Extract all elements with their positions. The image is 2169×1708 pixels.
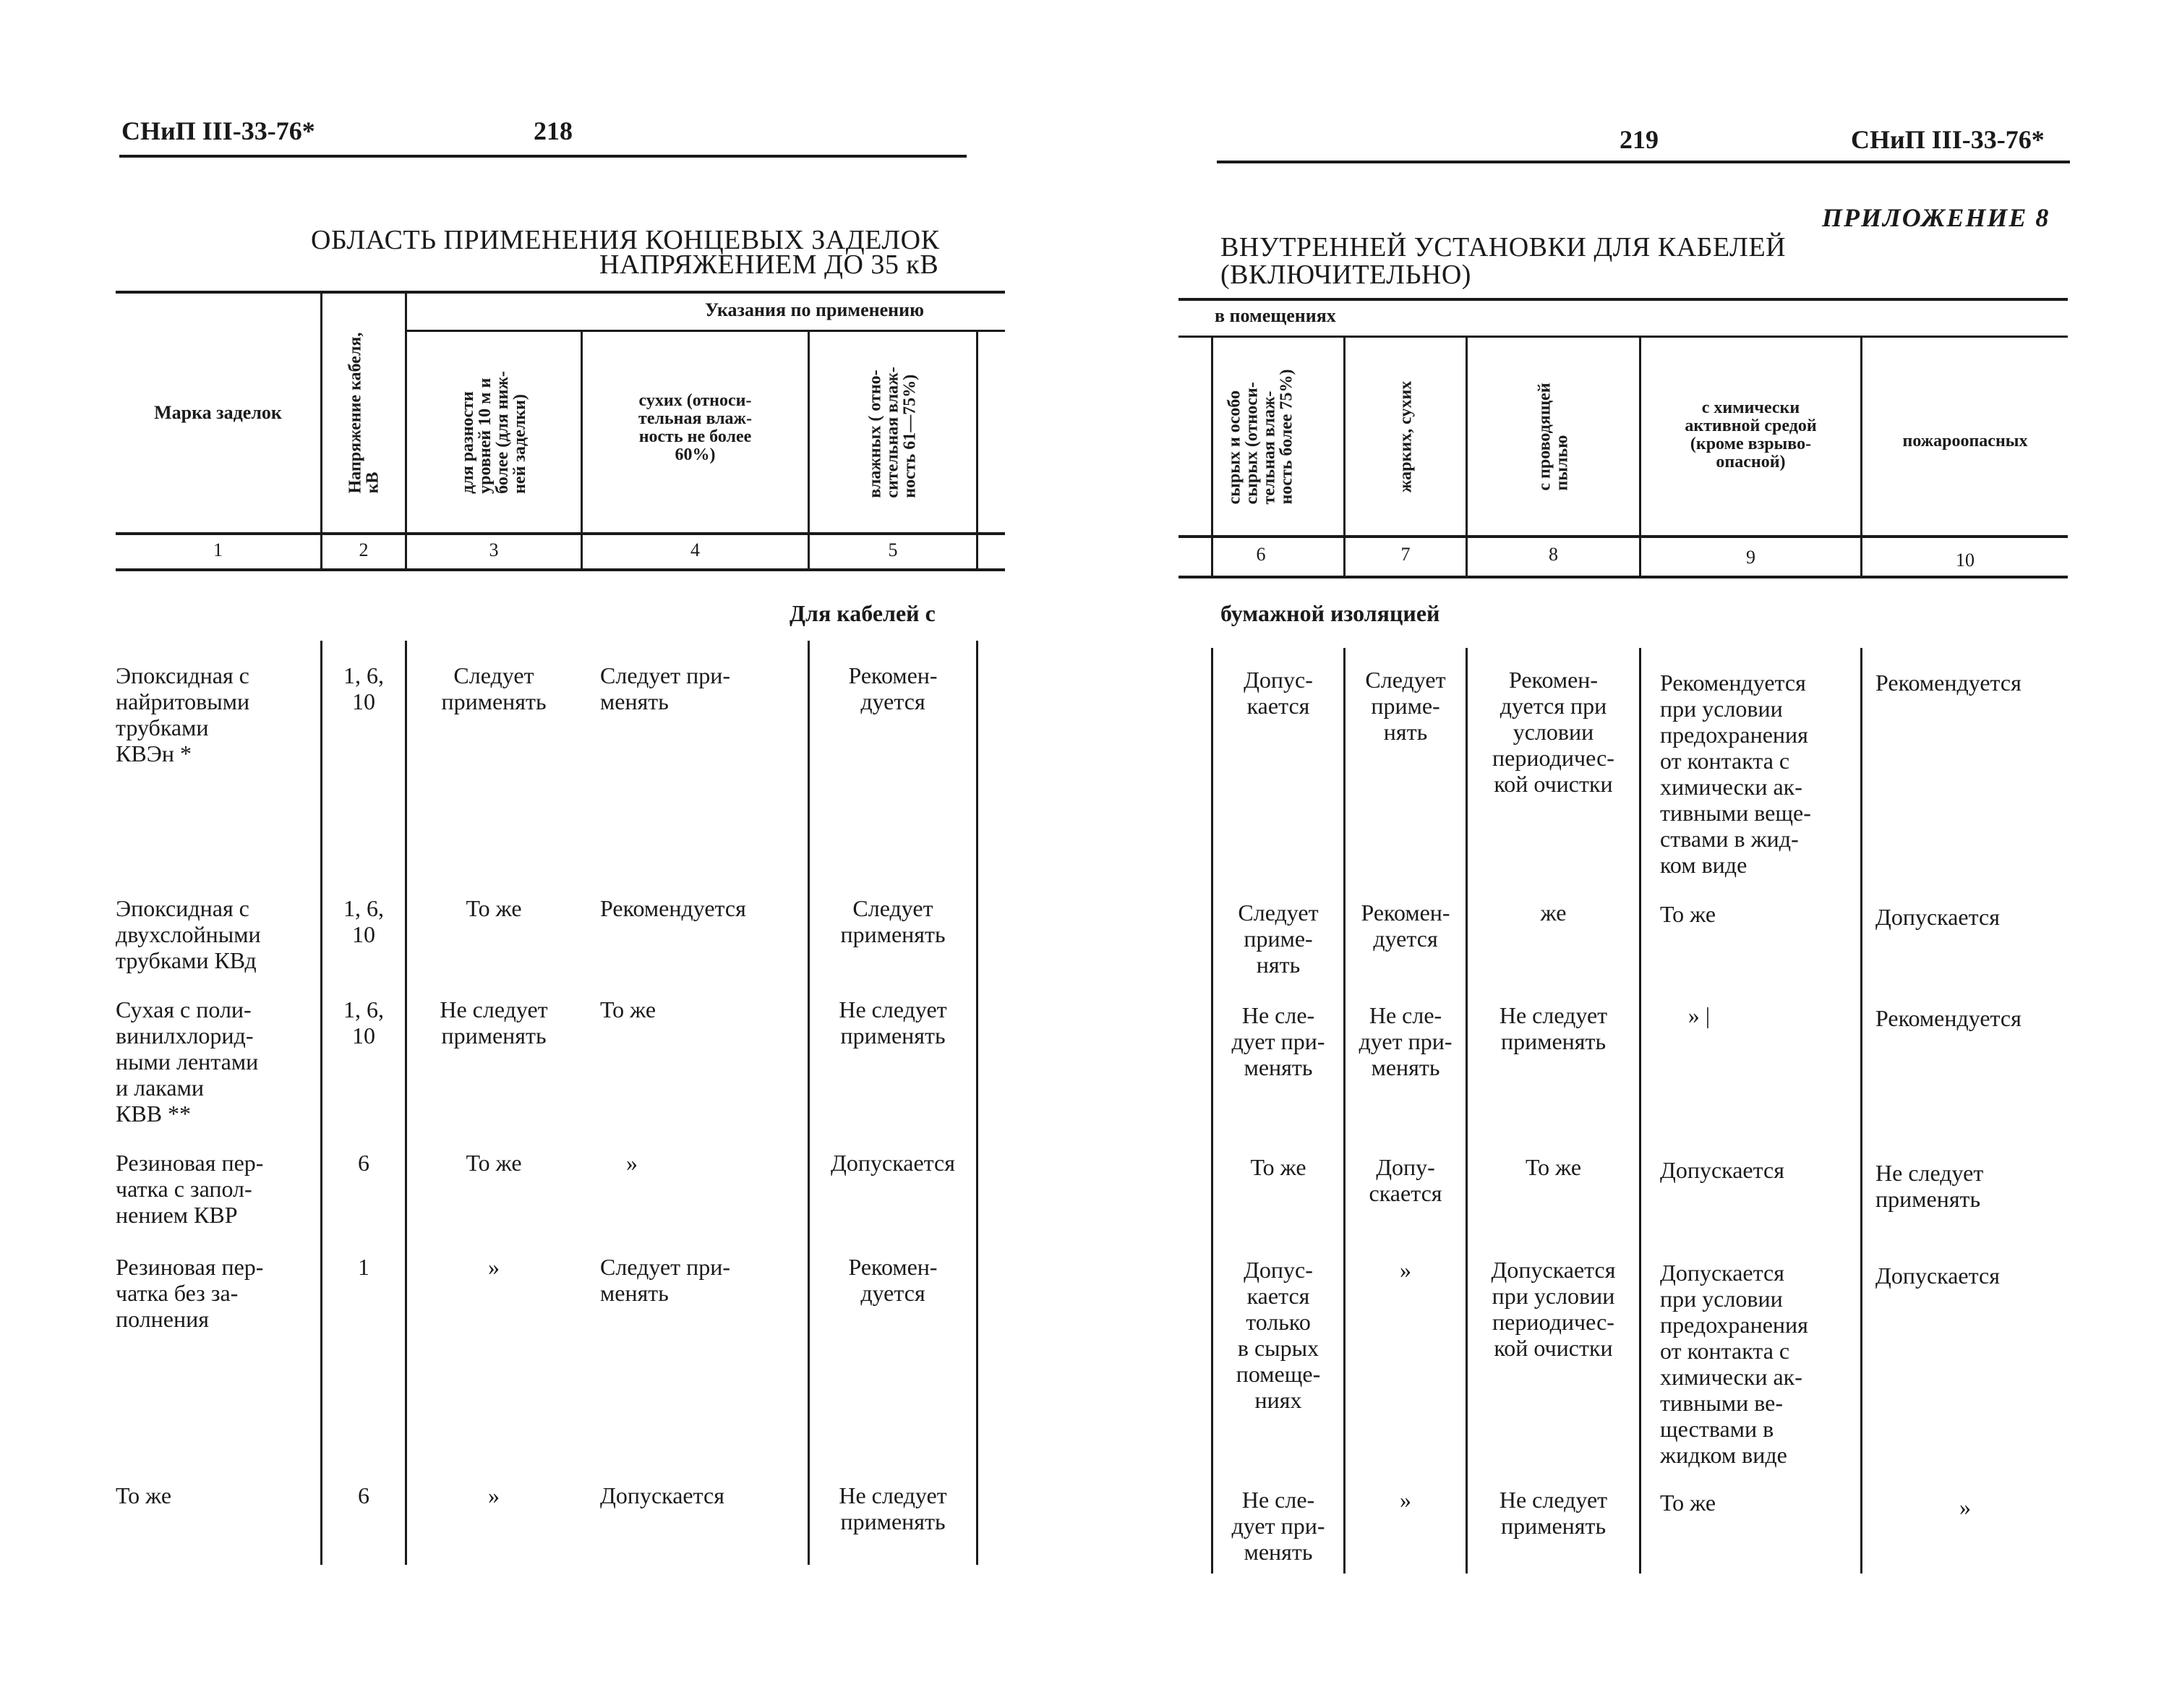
- row2-c5: Следует применять: [840, 895, 946, 947]
- col-header-3: для разности уровней 10 м и более (для ниж- ней заделки): [458, 371, 529, 494]
- col-num-9: 9: [1746, 547, 1755, 568]
- row2-c4: Рекомендуется: [600, 895, 746, 921]
- row2-c9: То же: [1660, 901, 1716, 927]
- col-num-3: 3: [489, 539, 499, 560]
- numbers-bottom-rule-right: [1178, 576, 2068, 578]
- row4-c7: Допу- скается: [1369, 1154, 1442, 1206]
- group-header-left: Указания по применению: [705, 299, 925, 320]
- numbers-bottom-rule-left: [116, 568, 1005, 571]
- row6-c10: »: [1959, 1494, 1971, 1520]
- row4-c4: »: [626, 1150, 638, 1176]
- row5-c9: Допускается при условии предохранения от контакта с химически ак- тивными ве- ществами в жидком виде: [1660, 1260, 1808, 1468]
- row2-c2: 1, 6, 10: [343, 895, 384, 947]
- left-page-number: 218: [534, 116, 573, 145]
- body-vrule: [1860, 648, 1862, 1574]
- row1-c7: Следует приме- нять: [1365, 667, 1446, 745]
- body-vrule: [1639, 648, 1641, 1574]
- row6-c2: 6: [358, 1482, 369, 1508]
- right-title-line2: (ВКЛЮЧИТЕЛЬНО): [1220, 260, 1471, 290]
- row3-c8: Не следует применять: [1499, 1002, 1608, 1054]
- col-num-10: 10: [1956, 550, 1975, 571]
- row5-c7: »: [1400, 1257, 1411, 1283]
- row5-c8: Допускается при условии периодичес- кой очистки: [1491, 1257, 1616, 1361]
- header-bottom-rule-left: [116, 532, 1005, 535]
- col-header-4: сухих (относи- тельная влаж- ность не более 60%): [638, 391, 752, 464]
- row2-c8: же: [1540, 900, 1567, 926]
- col-num-6: 6: [1256, 544, 1266, 565]
- right-header-rule: [1217, 161, 2070, 163]
- col-header-2: Напряжение кабеля, кВ: [346, 332, 382, 494]
- section-title-right: бумажной изоляцией: [1220, 600, 1440, 626]
- appendix-label: ПРИЛОЖЕНИЕ 8: [1822, 203, 2050, 232]
- col-header-9: с химически активной средой (кроме взрыво- опасной): [1685, 398, 1817, 471]
- row1-c5: Рекомен- дуется: [848, 662, 938, 714]
- col-num-1: 1: [213, 539, 223, 560]
- row5-c6: Допус- кается только в сырых помеще- ниях: [1236, 1257, 1321, 1413]
- row6-c1: То же: [116, 1482, 172, 1508]
- row4-c5: Допускается: [831, 1150, 955, 1176]
- body-vrule: [976, 641, 978, 1565]
- row6-c9: То же: [1660, 1490, 1716, 1516]
- body-vrule: [320, 641, 322, 1565]
- row3-c2: 1, 6, 10: [343, 996, 384, 1049]
- row1-c10: Рекомендуется: [1875, 670, 2022, 696]
- table-top-rule-right: [1178, 298, 2068, 301]
- left-header-rule: [119, 155, 967, 158]
- row6-c4: Допускается: [600, 1482, 724, 1508]
- row2-c6: Следует приме- нять: [1238, 900, 1319, 978]
- row3-c6: Не сле- дует при- менять: [1231, 1002, 1325, 1080]
- row4-c10: Не следует применять: [1875, 1160, 1984, 1212]
- right-page-number: 219: [1620, 125, 1659, 154]
- table-top-rule-left: [116, 291, 1005, 294]
- col-header-7: жарких, сухих: [1395, 380, 1415, 493]
- row1-c3: Следует применять: [441, 662, 547, 714]
- row2-c1: Эпоксидная с двухслойными трубками КВд: [116, 895, 261, 973]
- section-title-left: Для кабелей с: [790, 600, 936, 626]
- hdr-vrule: [976, 331, 978, 570]
- row1-c8: Рекомен- дуется при условии периодичес- кой очистки: [1492, 667, 1614, 797]
- col-header-1: Марка заделок: [154, 402, 282, 423]
- row3-c5: Не следует применять: [839, 996, 947, 1049]
- group-header-right: в помещениях: [1215, 305, 1336, 326]
- left-running-head: СНиП III-33-76*: [121, 116, 315, 145]
- col-header-10: пожароопасных: [1902, 432, 2028, 451]
- right-running-head: СНиП III-33-76*: [1851, 125, 2045, 154]
- row4-c2: 6: [358, 1150, 369, 1176]
- body-vrule: [808, 641, 810, 1565]
- row4-c3: То же: [466, 1150, 522, 1176]
- body-vrule: [405, 641, 407, 1565]
- row3-c9: » |: [1687, 1002, 1711, 1028]
- row5-c10: Допускается: [1875, 1263, 2000, 1289]
- left-title-line2: НАПРЯЖЕНИЕМ ДО 35 кВ: [599, 249, 939, 280]
- row2-c10: Допускается: [1875, 904, 2000, 930]
- row1-c1: Эпоксидная с найритовыми трубками КВЭн *: [116, 662, 250, 767]
- row3-c4: То же: [600, 996, 656, 1022]
- right-title-line1: ВНУТРЕННЕЙ УСТАНОВКИ ДЛЯ КАБЕЛЕЙ: [1220, 232, 1787, 262]
- row5-c3: »: [488, 1254, 500, 1280]
- col-num-8: 8: [1549, 544, 1558, 565]
- row3-c1: Сухая с поли- винилхлорид- ными лентами и лаками КВВ **: [116, 996, 259, 1127]
- row2-c3: То же: [466, 895, 522, 921]
- col-header-5: влажных ( отно- сительная влаж- ность 61—75%): [866, 367, 920, 498]
- group-rule-left: [405, 330, 1005, 332]
- row3-c10: Рекомендуется: [1875, 1005, 2022, 1031]
- body-vrule: [1343, 648, 1346, 1574]
- row1-c4: Следует при- менять: [600, 662, 731, 714]
- col-num-5: 5: [888, 539, 898, 560]
- row6-c7: »: [1400, 1487, 1411, 1513]
- row1-c9: Рекомендуется при условии предохранения от контакта с химически ак- тивными веще- ствами в жид- ком виде: [1660, 670, 1811, 878]
- row1-c6: Допус- кается: [1244, 667, 1313, 719]
- row4-c9: Допускается: [1660, 1157, 1784, 1183]
- row4-c1: Резиновая пер- чатка с запол- нением КВР: [116, 1150, 264, 1228]
- row5-c1: Резиновая пер- чатка без за- полнения: [116, 1254, 264, 1332]
- left-title-line1: ОБЛАСТЬ ПРИМЕНЕНИЯ КОНЦЕВЫХ ЗАДЕЛОК: [311, 225, 940, 255]
- col-num-4: 4: [690, 539, 700, 560]
- row4-c6: То же: [1250, 1154, 1306, 1180]
- row3-c7: Не сле- дует при- менять: [1359, 1002, 1453, 1080]
- col-header-8: с проводящей пылью: [1535, 383, 1572, 491]
- row1-c2: 1, 6, 10: [343, 662, 384, 714]
- row5-c4: Следует при- менять: [600, 1254, 731, 1306]
- row5-c5: Рекомен- дуется: [848, 1254, 938, 1306]
- row4-c8: То же: [1525, 1154, 1582, 1180]
- col-header-6: сырых и особо сырых (относи- тельная влаж- ность более 75%): [1225, 369, 1296, 505]
- col-num-2: 2: [359, 539, 369, 560]
- hdr-vrule: [1860, 337, 1862, 577]
- row2-c7: Рекомен- дуется: [1361, 900, 1450, 952]
- row6-c5: Не следует применять: [839, 1482, 947, 1534]
- row5-c2: 1: [358, 1254, 369, 1280]
- row3-c3: Не следует применять: [440, 996, 548, 1049]
- body-vrule: [1211, 648, 1213, 1574]
- row6-c8: Не следует применять: [1499, 1487, 1608, 1539]
- row6-c6: Не сле- дует при- менять: [1231, 1487, 1325, 1565]
- header-bottom-rule-right: [1178, 535, 2068, 538]
- group-rule-right: [1178, 336, 2068, 338]
- col-num-7: 7: [1400, 544, 1411, 565]
- row6-c3: »: [488, 1482, 500, 1508]
